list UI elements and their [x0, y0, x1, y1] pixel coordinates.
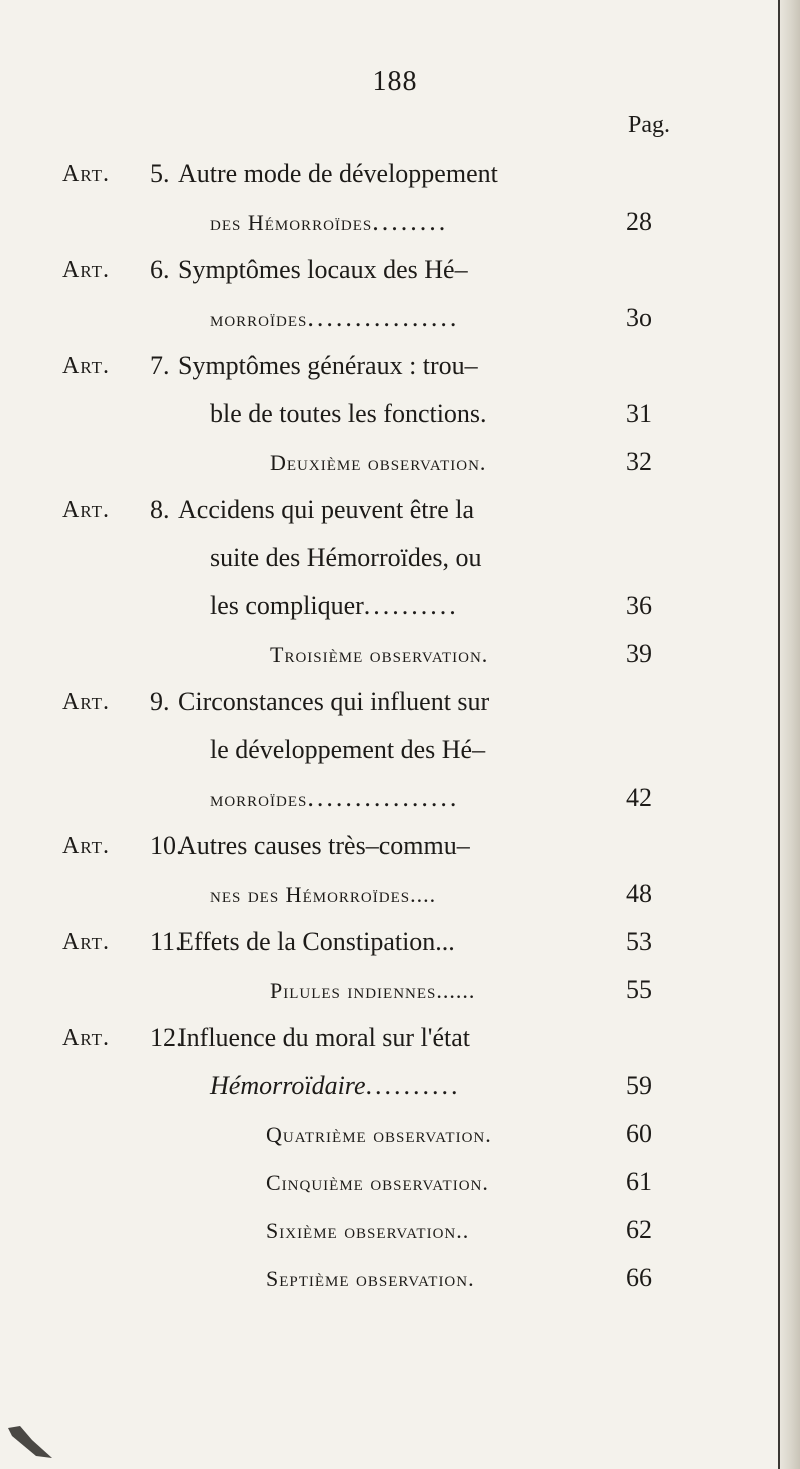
page-ref: 28	[626, 207, 652, 236]
entry-text	[270, 630, 488, 679]
entry-title: Autre mode de développement	[178, 159, 498, 188]
dot-leader: ........	[372, 207, 449, 236]
entry-title: Troisième observation.	[270, 642, 489, 667]
toc-line	[0, 246, 800, 294]
toc-line	[0, 390, 800, 438]
page-ref: 42	[626, 783, 652, 812]
entry-title: Cinquième observation.	[266, 1170, 489, 1195]
toc-line	[0, 1206, 800, 1254]
toc-line	[0, 198, 800, 246]
toc-line	[0, 534, 800, 582]
entry-title: Symptômes locaux des Hé–	[178, 255, 468, 284]
page-ref: 53	[626, 927, 652, 956]
entry-title: Autres causes très–commu–	[178, 831, 470, 860]
toc-line	[0, 1158, 800, 1206]
entry-title: Accidens qui peuvent être la	[178, 495, 474, 524]
entry-text	[210, 1062, 461, 1110]
pag-column-header: Pag.	[628, 112, 670, 138]
article-number: 5.	[150, 159, 170, 188]
toc-line	[0, 294, 800, 342]
page-ref: 66	[626, 1263, 652, 1292]
page-ref: 48	[626, 879, 652, 908]
entry-text	[178, 918, 455, 966]
entry-text	[270, 438, 486, 487]
entry-text	[210, 726, 485, 774]
dot-leader: ................	[307, 783, 460, 812]
toc-line	[0, 1062, 800, 1110]
page-ref: 61	[626, 1167, 652, 1196]
toc-line	[0, 630, 800, 678]
page-ref: 31	[626, 399, 652, 428]
entry-title: morroïdes	[210, 306, 308, 331]
article-number: 9.	[150, 687, 170, 716]
entry-title: Circonstances qui influent sur	[178, 687, 490, 716]
entry-text	[178, 678, 489, 726]
article-number: 8.	[150, 495, 170, 524]
entry-title: les compliquer	[210, 591, 364, 620]
page-number: 188	[372, 66, 418, 97]
entry-text	[270, 966, 475, 1015]
toc-line	[0, 150, 800, 198]
entry-title: Deuxième observation.	[270, 450, 487, 475]
entry-text	[178, 246, 468, 294]
article-label: Art.	[62, 689, 111, 715]
entry-title: le développement des Hé–	[210, 735, 486, 764]
entry-text	[266, 1254, 475, 1303]
entry-title: Septième observation.	[266, 1266, 475, 1291]
toc-line	[0, 1110, 800, 1158]
entry-text	[210, 534, 482, 582]
entry-title: des Hémorroïdes	[210, 210, 373, 235]
entry-text	[210, 198, 448, 247]
entry-text	[210, 774, 459, 823]
toc-line	[0, 726, 800, 774]
toc-line	[0, 918, 800, 966]
entry-title: Hémorroïdaire	[210, 1071, 366, 1100]
toc-line	[0, 774, 800, 822]
entry-title: suite des Hémorroïdes, ou	[210, 543, 482, 572]
article-label: Art.	[62, 161, 111, 187]
page-ref: 59	[626, 1071, 652, 1100]
toc-line	[0, 342, 800, 390]
article-label: Art.	[62, 257, 111, 283]
dot-leader: ..........	[363, 591, 459, 620]
entry-title: nes des Hémorroïdes....	[210, 882, 437, 907]
entry-title: Quatrième observation.	[266, 1122, 492, 1147]
entry-text	[266, 1206, 469, 1255]
toc-line	[0, 870, 800, 918]
entry-title: Effets de la Constipation...	[178, 927, 455, 956]
toc-line	[0, 486, 800, 534]
article-label: Art.	[62, 929, 111, 955]
page-ref: 36	[626, 591, 652, 620]
toc-line	[0, 678, 800, 726]
entry-title: morroïdes	[210, 786, 308, 811]
entry-title: Sixième observation..	[266, 1218, 470, 1243]
page-ref: 3o	[626, 303, 652, 332]
entry-text	[178, 150, 498, 198]
toc-line	[0, 438, 800, 486]
article-label: Art.	[62, 833, 111, 859]
entry-text	[178, 342, 478, 390]
entry-text	[210, 390, 487, 438]
article-label: Art.	[62, 1025, 111, 1051]
table-of-contents	[0, 150, 800, 1302]
entry-title: ble de toutes les fonctions.	[210, 399, 487, 428]
article-number: 11.	[150, 927, 182, 956]
page-ref: 60	[626, 1119, 652, 1148]
article-number: 6.	[150, 255, 170, 284]
entry-text	[178, 486, 474, 534]
page-ref: 39	[626, 639, 652, 668]
page-ref: 55	[626, 975, 652, 1004]
toc-line	[0, 966, 800, 1014]
entry-text	[178, 822, 470, 870]
entry-text	[210, 294, 459, 343]
entry-title: Influence du moral sur l'état	[178, 1023, 471, 1052]
entry-title: Symptômes généraux : trou–	[178, 351, 478, 380]
toc-line	[0, 822, 800, 870]
article-number: 12.	[150, 1023, 183, 1052]
entry-text	[178, 1014, 470, 1062]
entry-title: Pilules indiennes......	[270, 978, 476, 1003]
entry-text	[210, 582, 459, 630]
article-number: 7.	[150, 351, 170, 380]
page-ref: 32	[626, 447, 652, 476]
entry-text	[266, 1110, 492, 1159]
corner-smudge-mark	[6, 1422, 56, 1462]
article-label: Art.	[62, 497, 111, 523]
dot-leader: ..........	[365, 1071, 461, 1100]
toc-line	[0, 1014, 800, 1062]
dot-leader: ................	[307, 303, 460, 332]
entry-text	[266, 1158, 489, 1207]
entry-text	[210, 870, 436, 919]
article-label: Art.	[62, 353, 111, 379]
article-number: 10.	[150, 831, 183, 860]
toc-line	[0, 582, 800, 630]
page-ref: 62	[626, 1215, 652, 1244]
toc-line	[0, 1254, 800, 1302]
